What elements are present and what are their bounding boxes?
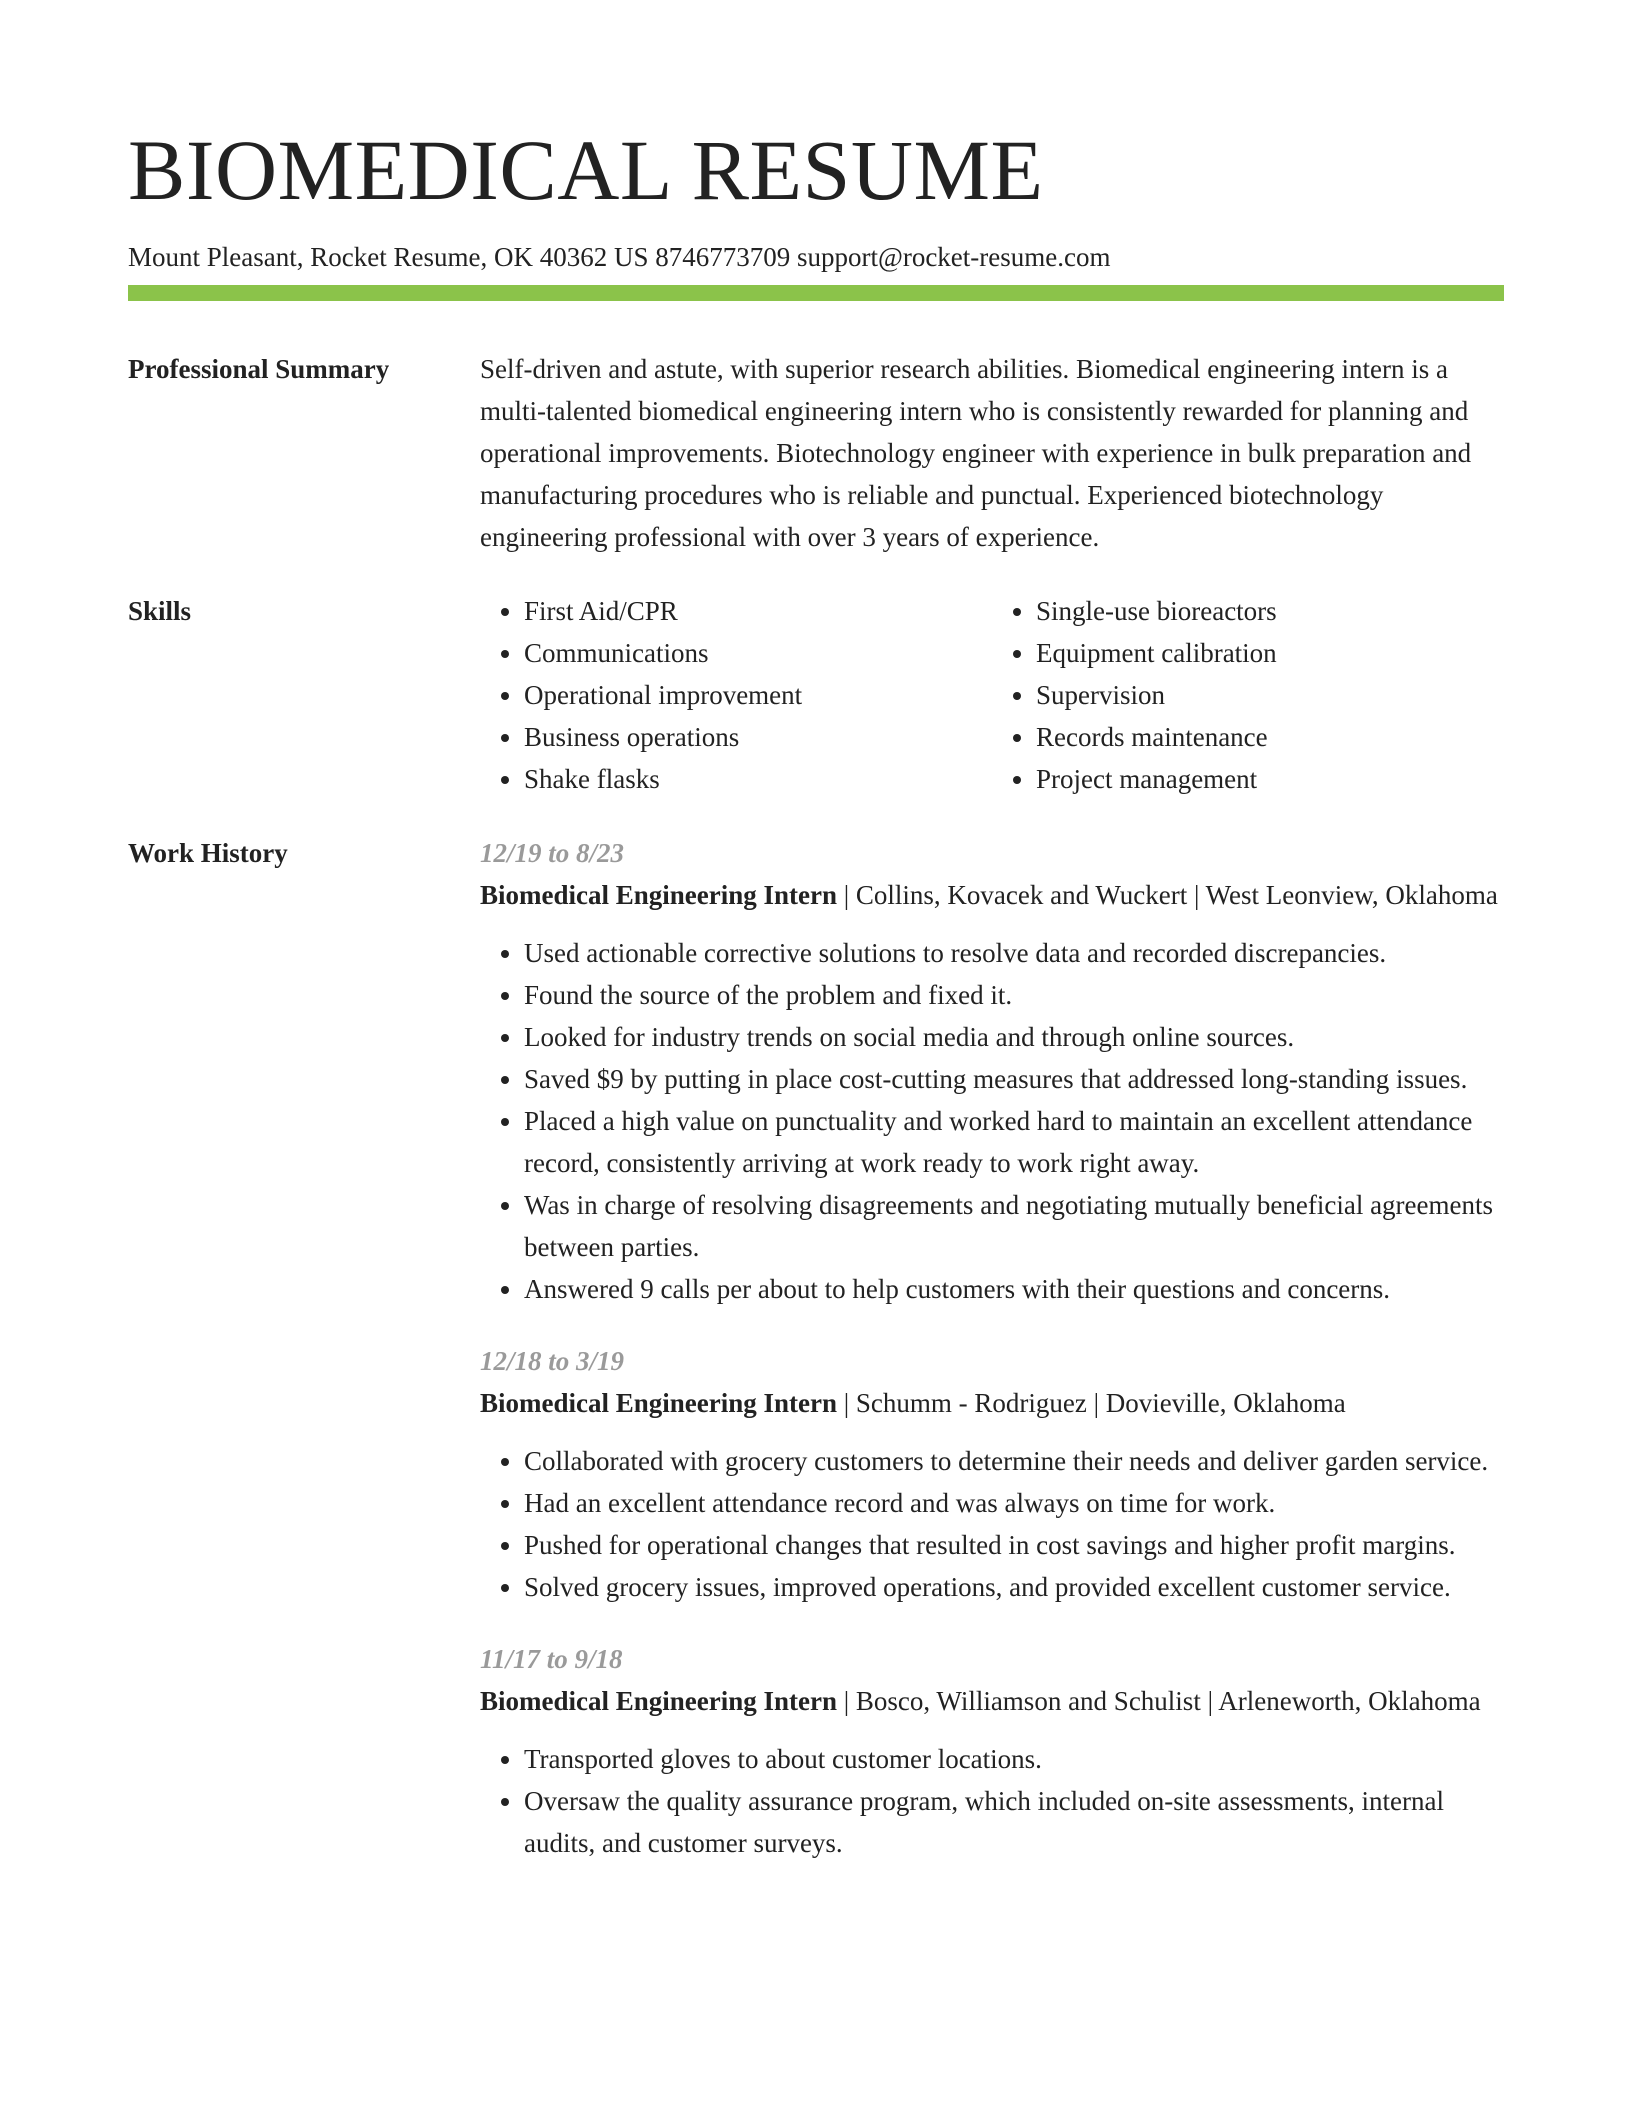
skill-item: • Operational improvement: [524, 674, 992, 716]
work-history-section: [128, 832, 1504, 1894]
skill-item: • First Aid/CPR: [524, 590, 992, 632]
job-title-line: [480, 1680, 1504, 1722]
candidate-name: BIOMEDICAL RESUME: [128, 122, 1044, 218]
job-date: 11/17 to 9/18: [480, 1644, 623, 1674]
job-bullet: • Collaborated with grocery customers to determine their needs and deliver garden service.: [524, 1440, 1504, 1482]
job-bullet: • Placed a high value on punctuality and worked hard to maintain an excellent attendance record, consistently arriving at work ready to work right away.: [524, 1100, 1504, 1184]
job-date: 12/18 to 3/19: [480, 1346, 625, 1376]
skills-heading: Skills: [128, 596, 192, 626]
skill-item: • Shake flasks: [524, 758, 992, 800]
skills-list-left: [480, 590, 992, 800]
summary-text: Self-driven and astute, with superior research abilities. Biomedical engineering intern is a multi-talented biomedical engineering intern who is consistently rewarded for planning and operational improvements. Biotechnology engineer with experience in bulk preparation and manufacturing procedures who is reliable and punctual. Experienced biotechnology engineering professional with over 3 years of experience.: [480, 354, 1472, 552]
job-title-line: [480, 1382, 1504, 1424]
skill-item: • Project management: [1036, 758, 1504, 800]
accent-divider: [128, 285, 1504, 301]
skills-list-right: [992, 590, 1504, 800]
job-employer-location: | Bosco, Williamson and Schulist | Arleneworth, Oklahoma: [837, 1686, 1481, 1716]
job-title: Biomedical Engineering Intern: [480, 880, 837, 910]
summary-section: [128, 348, 1504, 558]
job-bullet: • Was in charge of resolving disagreements and negotiating mutually beneficial agreements between parties.: [524, 1184, 1504, 1268]
skill-item: • Single-use bioreactors: [1036, 590, 1504, 632]
job-entry: [480, 832, 1504, 1310]
job-employer-location: | Collins, Kovacek and Wuckert | West Leonview, Oklahoma: [837, 880, 1498, 910]
job-entry: [480, 1638, 1504, 1864]
job-title-line: [480, 874, 1504, 916]
job-date: 12/19 to 8/23: [480, 838, 625, 868]
job-bullets: [480, 932, 1504, 1310]
job-bullet: • Oversaw the quality assurance program, which included on-site assessments, internal audits, and customer surveys.: [524, 1780, 1504, 1864]
job-bullet: • Answered 9 calls per about to help customers with their questions and concerns.: [524, 1268, 1504, 1310]
work-history-heading: Work History: [128, 838, 288, 868]
skills-section: [128, 590, 1504, 800]
job-title: Biomedical Engineering Intern: [480, 1686, 837, 1716]
skill-item: • Equipment calibration: [1036, 632, 1504, 674]
skill-item: • Records maintenance: [1036, 716, 1504, 758]
job-bullet: • Pushed for operational changes that resulted in cost savings and higher profit margins.: [524, 1524, 1504, 1566]
job-bullet: • Had an excellent attendance record and was always on time for work.: [524, 1482, 1504, 1524]
job-bullet: • Transported gloves to about customer locations.: [524, 1738, 1504, 1780]
skill-item: • Supervision: [1036, 674, 1504, 716]
job-employer-location: | Schumm - Rodriguez | Dovieville, Oklahoma: [837, 1388, 1346, 1418]
resume-header: [128, 118, 1504, 274]
job-bullet: • Used actionable corrective solutions to resolve data and recorded discrepancies.: [524, 932, 1504, 974]
job-bullets: [480, 1738, 1504, 1864]
job-entry: [480, 1340, 1504, 1608]
job-bullet: • Looked for industry trends on social media and through online sources.: [524, 1016, 1504, 1058]
skill-item: • Business operations: [524, 716, 992, 758]
job-title: Biomedical Engineering Intern: [480, 1388, 837, 1418]
job-bullet: • Found the source of the problem and fixed it.: [524, 974, 1504, 1016]
job-bullet: • Solved grocery issues, improved operations, and provided excellent customer service.: [524, 1566, 1504, 1608]
job-bullet: • Saved $9 by putting in place cost-cutting measures that addressed long-standing issues.: [524, 1058, 1504, 1100]
job-bullets: [480, 1440, 1504, 1608]
summary-heading: Professional Summary: [128, 354, 390, 384]
skill-item: • Communications: [524, 632, 992, 674]
contact-line: Mount Pleasant, Rocket Resume, OK 40362 US 8746773709 support@rocket-resume.com: [128, 242, 1111, 272]
